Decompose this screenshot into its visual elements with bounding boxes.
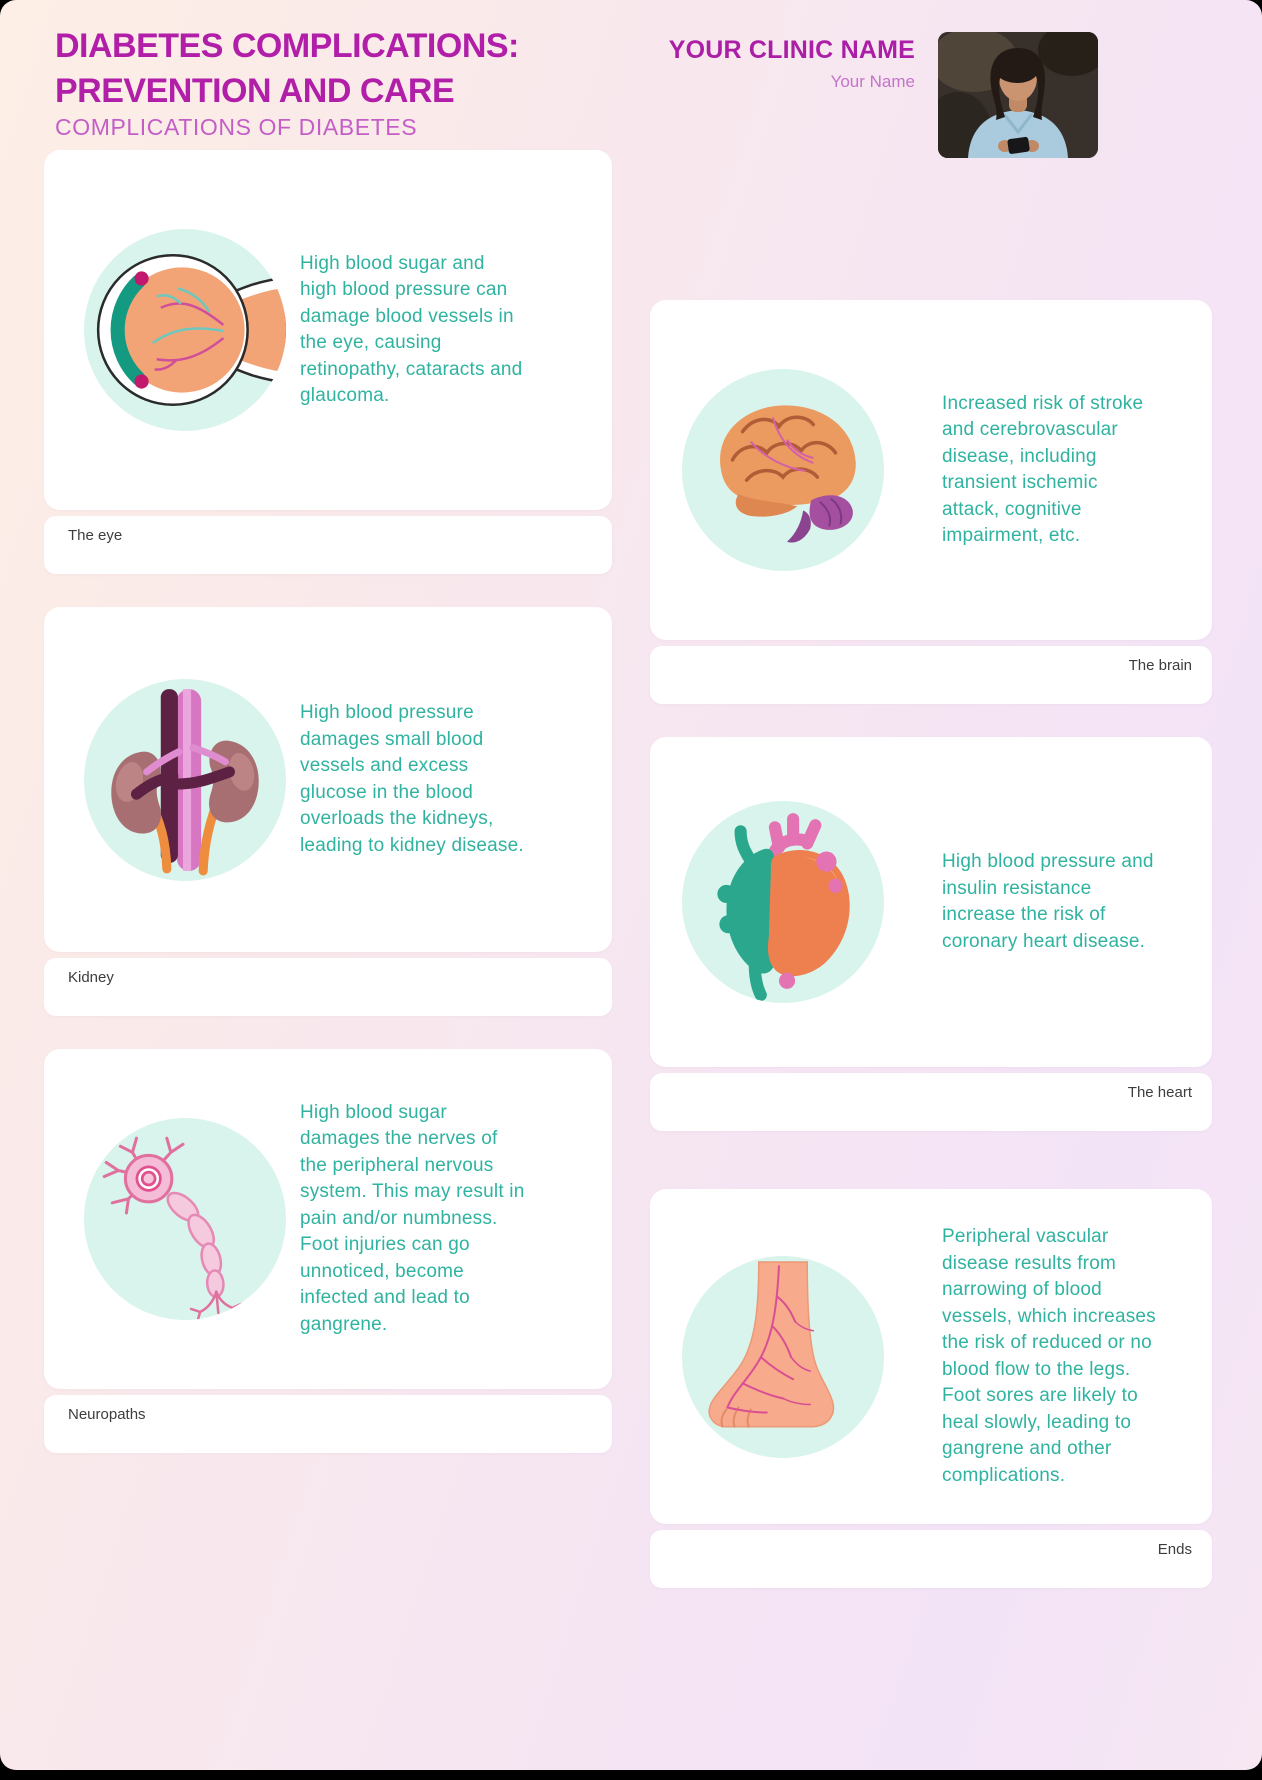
card-description: Peripheral vascular disease results from narrowing of blood vessels, which increases the risk of reduced or no blood flow to the legs. Foot sores are likely to heal slowly, leading to gangrene and other complications.: [942, 1226, 1156, 1486]
illustration-circle: [682, 369, 884, 571]
page-subtitle: COMPLICATIONS OF DIABETES: [55, 114, 418, 140]
portrait-photo-icon: [938, 32, 1098, 158]
card-caption: The brain: [650, 646, 1212, 704]
complication-card-neuropathy: [44, 1049, 612, 1389]
heart-icon: [682, 801, 884, 1003]
card-description: Increased risk of stroke and cerebrovascular disease, including transient ischemic attack, cognitive impairment, etc.: [942, 392, 1144, 546]
header: [0, 0, 1262, 150]
complication-card-heart: [650, 737, 1212, 1067]
card-caption: Neuropaths: [44, 1395, 612, 1453]
foot-icon: [682, 1256, 884, 1458]
complication-card-foot: [650, 1189, 1212, 1524]
author-name: Your Name: [830, 72, 915, 91]
eye-icon: [84, 229, 286, 431]
clinic-block: [669, 36, 915, 92]
card-description: High blood pressure and insulin resistance increase the risk of coronary heart disease.: [942, 851, 1154, 952]
cards-grid: [0, 150, 1262, 1588]
complication-card-brain: [650, 300, 1212, 640]
card-description: High blood sugar damages the nerves of the peripheral nervous system. This may result in pain and/or numbness. Foot injuries can go unnoticed, become infected and lead to gangrene.: [300, 1101, 525, 1335]
illustration-circle: [84, 229, 286, 431]
illustration-circle: [84, 1118, 286, 1320]
clinic-name: YOUR CLINIC NAME: [668, 36, 915, 64]
card-description: High blood sugar and high blood pressure can damage blood vessels in the eye, causing retinopathy, cataracts and glaucoma.: [300, 252, 523, 406]
clinic-photo: [938, 32, 1098, 158]
kidney-icon: [84, 679, 286, 881]
neuron-icon: [84, 1118, 286, 1320]
page-title-line1: DIABETES COMPLICATIONS:: [55, 27, 519, 65]
illustration-circle: [84, 679, 286, 881]
illustration-circle: [682, 801, 884, 1003]
left-column: [44, 150, 612, 1453]
card-caption: Ends: [650, 1530, 1212, 1588]
illustration-circle: [682, 1256, 884, 1458]
complication-card-kidney: [44, 607, 612, 952]
right-column: [650, 300, 1212, 1588]
card-caption: Kidney: [44, 958, 612, 1016]
card-description: High blood pressure damages small blood vessels and excess glucose in the blood overloads the kidneys, leading to kidney disease.: [300, 702, 524, 856]
page-title: [55, 24, 519, 114]
complication-card-eye: [44, 150, 612, 510]
page-title-line2: PREVENTION AND CARE: [55, 72, 455, 110]
card-caption: The eye: [44, 516, 612, 574]
card-caption: The heart: [650, 1073, 1212, 1131]
brain-icon: [682, 369, 884, 571]
